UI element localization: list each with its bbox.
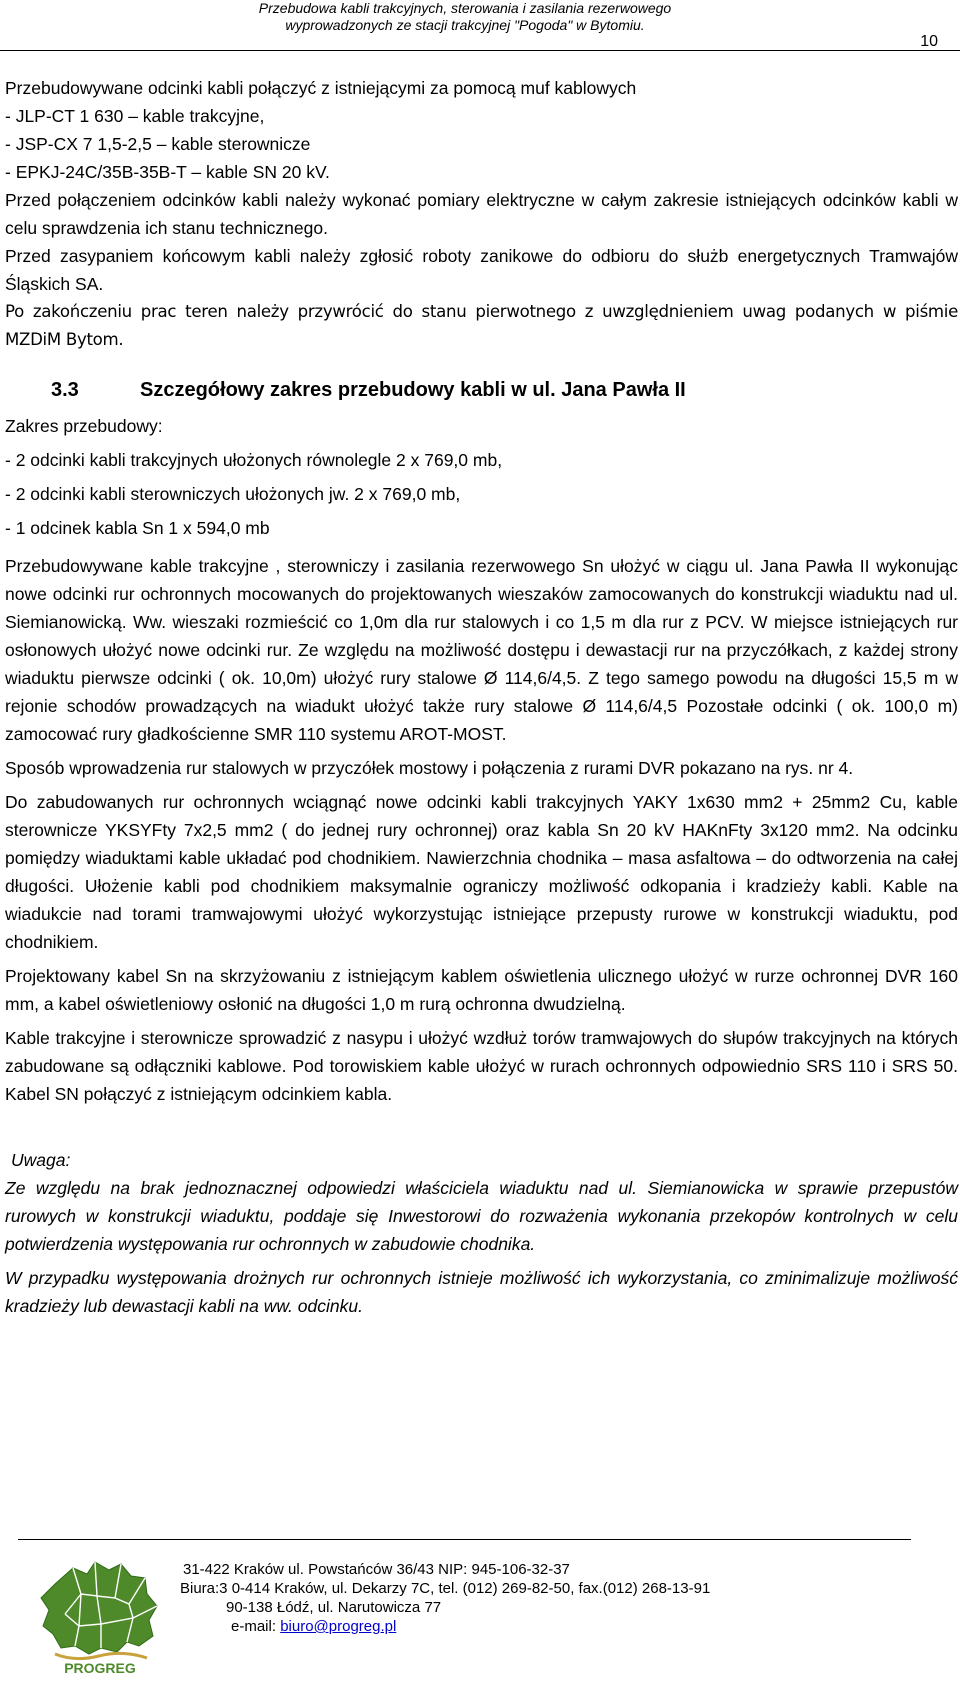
note-paragraph: W przypadku występowania drożnych rur ochronnych istnieje możliwość ich wykorzystania, co zminimalizuje możliwość kradzieży lub dewastacji kabli na ww. odcinku. xyxy=(5,1268,958,1316)
header-divider xyxy=(0,50,960,51)
email-label: e-mail: xyxy=(231,1618,281,1635)
section-paragraph: Do zabudowanych rur ochronnych wciągnąć nowe odcinki kabli trakcyjnych YAKY 1x630 mm2 + 25mm2 Cu, kable sterownicze YKSYFty 7x2,5 mm2 ( do jednej rury ochronnej) oraz kabla Sn 20 kV HAKnFty 3x120 mm2. Na odcinku pomiędzy wiaduktami kable układać pod chodnikiem. Nawierzchnia chodnika – masa asfaltowa – do odtworzenia na całej długości. Ułożenie kabli pod chodnikiem maksymalnie ograniczy możliwość odkopania i kradzieży kabli. Kable na wiadukcie nad torami tramwajowymi ułożyć wykorzystując istniejące przepusty rurowe w konstrukcji wiaduktu, pod chodnikiem. xyxy=(5,792,958,952)
scope-list-item: - 2 odcinki kabli trakcyjnych ułożonych równolegle 2 x 769,0 mb, xyxy=(5,450,503,470)
footer-email-line xyxy=(180,1617,880,1636)
footer-address-line: 31-422 Kraków ul. Powstańców 36/43 NIP: 945-106-32-37 xyxy=(183,1561,570,1578)
scope-list-item: - 1 odcinek kabla Sn 1 x 594,0 mb xyxy=(5,518,270,538)
footer-divider xyxy=(18,1539,911,1540)
intro-list-item: - EPKJ-24C/35B-35B-T – kable SN 20 kV. xyxy=(5,162,330,182)
page-body xyxy=(5,74,958,1320)
intro-paragraph: Przebudowywane odcinki kabli połączyć z istniejącymi za pomocą muf kablowych xyxy=(5,78,637,98)
header-title-line1: Przebudowa kabli trakcyjnych, sterowania i zasilania rezerwowego xyxy=(258,0,672,16)
section-paragraph: Projektowany kabel Sn na skrzyżowaniu z istniejącym kablem oświetlenia ulicznego ułożyć w rurze ochronnej DVR 160 mm, a kabel oświetleniowy osłonić na długości 1,0 m rurą ochronna dwudzielną. xyxy=(5,966,958,1014)
email-link[interactable]: biuro@progreg.pl xyxy=(280,1618,397,1635)
progreg-logo xyxy=(35,1554,165,1676)
scope-list-item: - 2 odcinki kabli sterowniczych ułożonych jw. 2 x 769,0 mb, xyxy=(5,484,461,504)
logo-wordmark: PROGREG xyxy=(64,1660,136,1676)
intro-paragraph: Po zakończeniu prac teren należy przywrócić do stanu pierwotnego z uwzględnieniem uwag podanych w piśmie MZDiM Bytom. xyxy=(5,302,958,349)
note-paragraph: Ze względu na brak jednoznacznej odpowiedzi właściciela wiaduktu nad ul. Siemianowicka w sprawie przepustów rurowych w konstrukcji wiaduktu, poddaje się Inwestorowi do rozważenia wykonania przekopów kontrolnych w celu potwierdzenia występowania rur ochronnych w zabudowie chodnika. xyxy=(5,1178,958,1254)
page-number: 10 xyxy=(920,33,938,50)
intro-paragraph: Przed zasypaniem końcowym kabli należy zgłosić roboty zanikowe do odbioru do służb energetycznych Tramwajów Śląskich SA. xyxy=(5,246,958,294)
intro-list-item: - JSP-CX 7 1,5-2,5 – kable sterownicze xyxy=(5,134,311,154)
note-title: Uwaga: xyxy=(11,1150,71,1170)
section-title: Szczegółowy zakres przebudowy kabli w ul. Jana Pawła II xyxy=(140,379,686,401)
section-paragraph: Sposób wprowadzenia rur stalowych w przyczółek mostowy i połączenia z rurami DVR pokazano na rys. nr 4. xyxy=(5,758,854,778)
section-paragraph: Przebudowywane kable trakcyjne , sterowniczy i zasilania rezerwowego Sn ułożyć w ciągu ul. Jana Pawła II wykonując nowe odcinki rur ochronnych mocowanych do projektowanych wieszaków zamocowanych do konstrukcji wiaduktu nad ul. Siemianowicką. Ww. wieszaki rozmieścić co 1,0m dla rur stalowych i co 1,5 m dla rur z PCV. W miejsce istniejących rur osłonowych ułożyć nowe odcinki rur. Ze względu na możliwość dostępu i dewastacji rur na przyczółkach, z każdej strony wiaduktu pierwsze odcinki ( ok. 10,0m) ułożyć rury stalowe Ø 114,6/4,5. Z tego samego powodu na długości 15,5 m w rejonie schodów prowadzących na wiadukt ułożyć także rury stalowe Ø 114,6/4,5 Pozostałe odcinki ( ok. 100,0 m) zamocować rury gładkościenne SMR 110 systemu AROT-MOST. xyxy=(5,556,958,744)
section-heading xyxy=(5,378,958,402)
header-title-line2: wyprowadzonych ze stacji trakcyjnej "Pogoda" w Bytomiu. xyxy=(285,17,645,33)
scope-label: Zakres przebudowy: xyxy=(5,416,163,436)
page-header xyxy=(0,0,960,52)
section-paragraph: Kable trakcyjne i sterownicze sprowadzić z nasypu i ułożyć wzdłuż torów tramwajowych do słupów trakcyjnych na których zabudowane są odłączniki kablowe. Pod torowiskiem kable ułożyć w rurach ochronnych odpowiednio SRS 110 i SRS 50. Kabel SN połączyć z istniejącym odcinkiem kabla. xyxy=(5,1028,958,1104)
footer-contact xyxy=(180,1560,880,1636)
footer-office-line: Biura:3 0-414 Kraków, ul. Dekarzy 7C, tel. (012) 269-82-50, fax.(012) 268-13-91 xyxy=(180,1580,711,1597)
footer-branch-line: 90-138 Łódź, ul. Narutowicza 77 xyxy=(226,1599,442,1616)
intro-list-item: - JLP-CT 1 630 – kable trakcyjne, xyxy=(5,106,265,126)
section-number: 3.3 xyxy=(51,379,79,401)
intro-paragraph: Przed połączeniem odcinków kabli należy wykonać pomiary elektryczne w całym zakresie istniejących odcinków kabli w celu sprawdzenia ich stanu technicznego. xyxy=(5,190,958,238)
